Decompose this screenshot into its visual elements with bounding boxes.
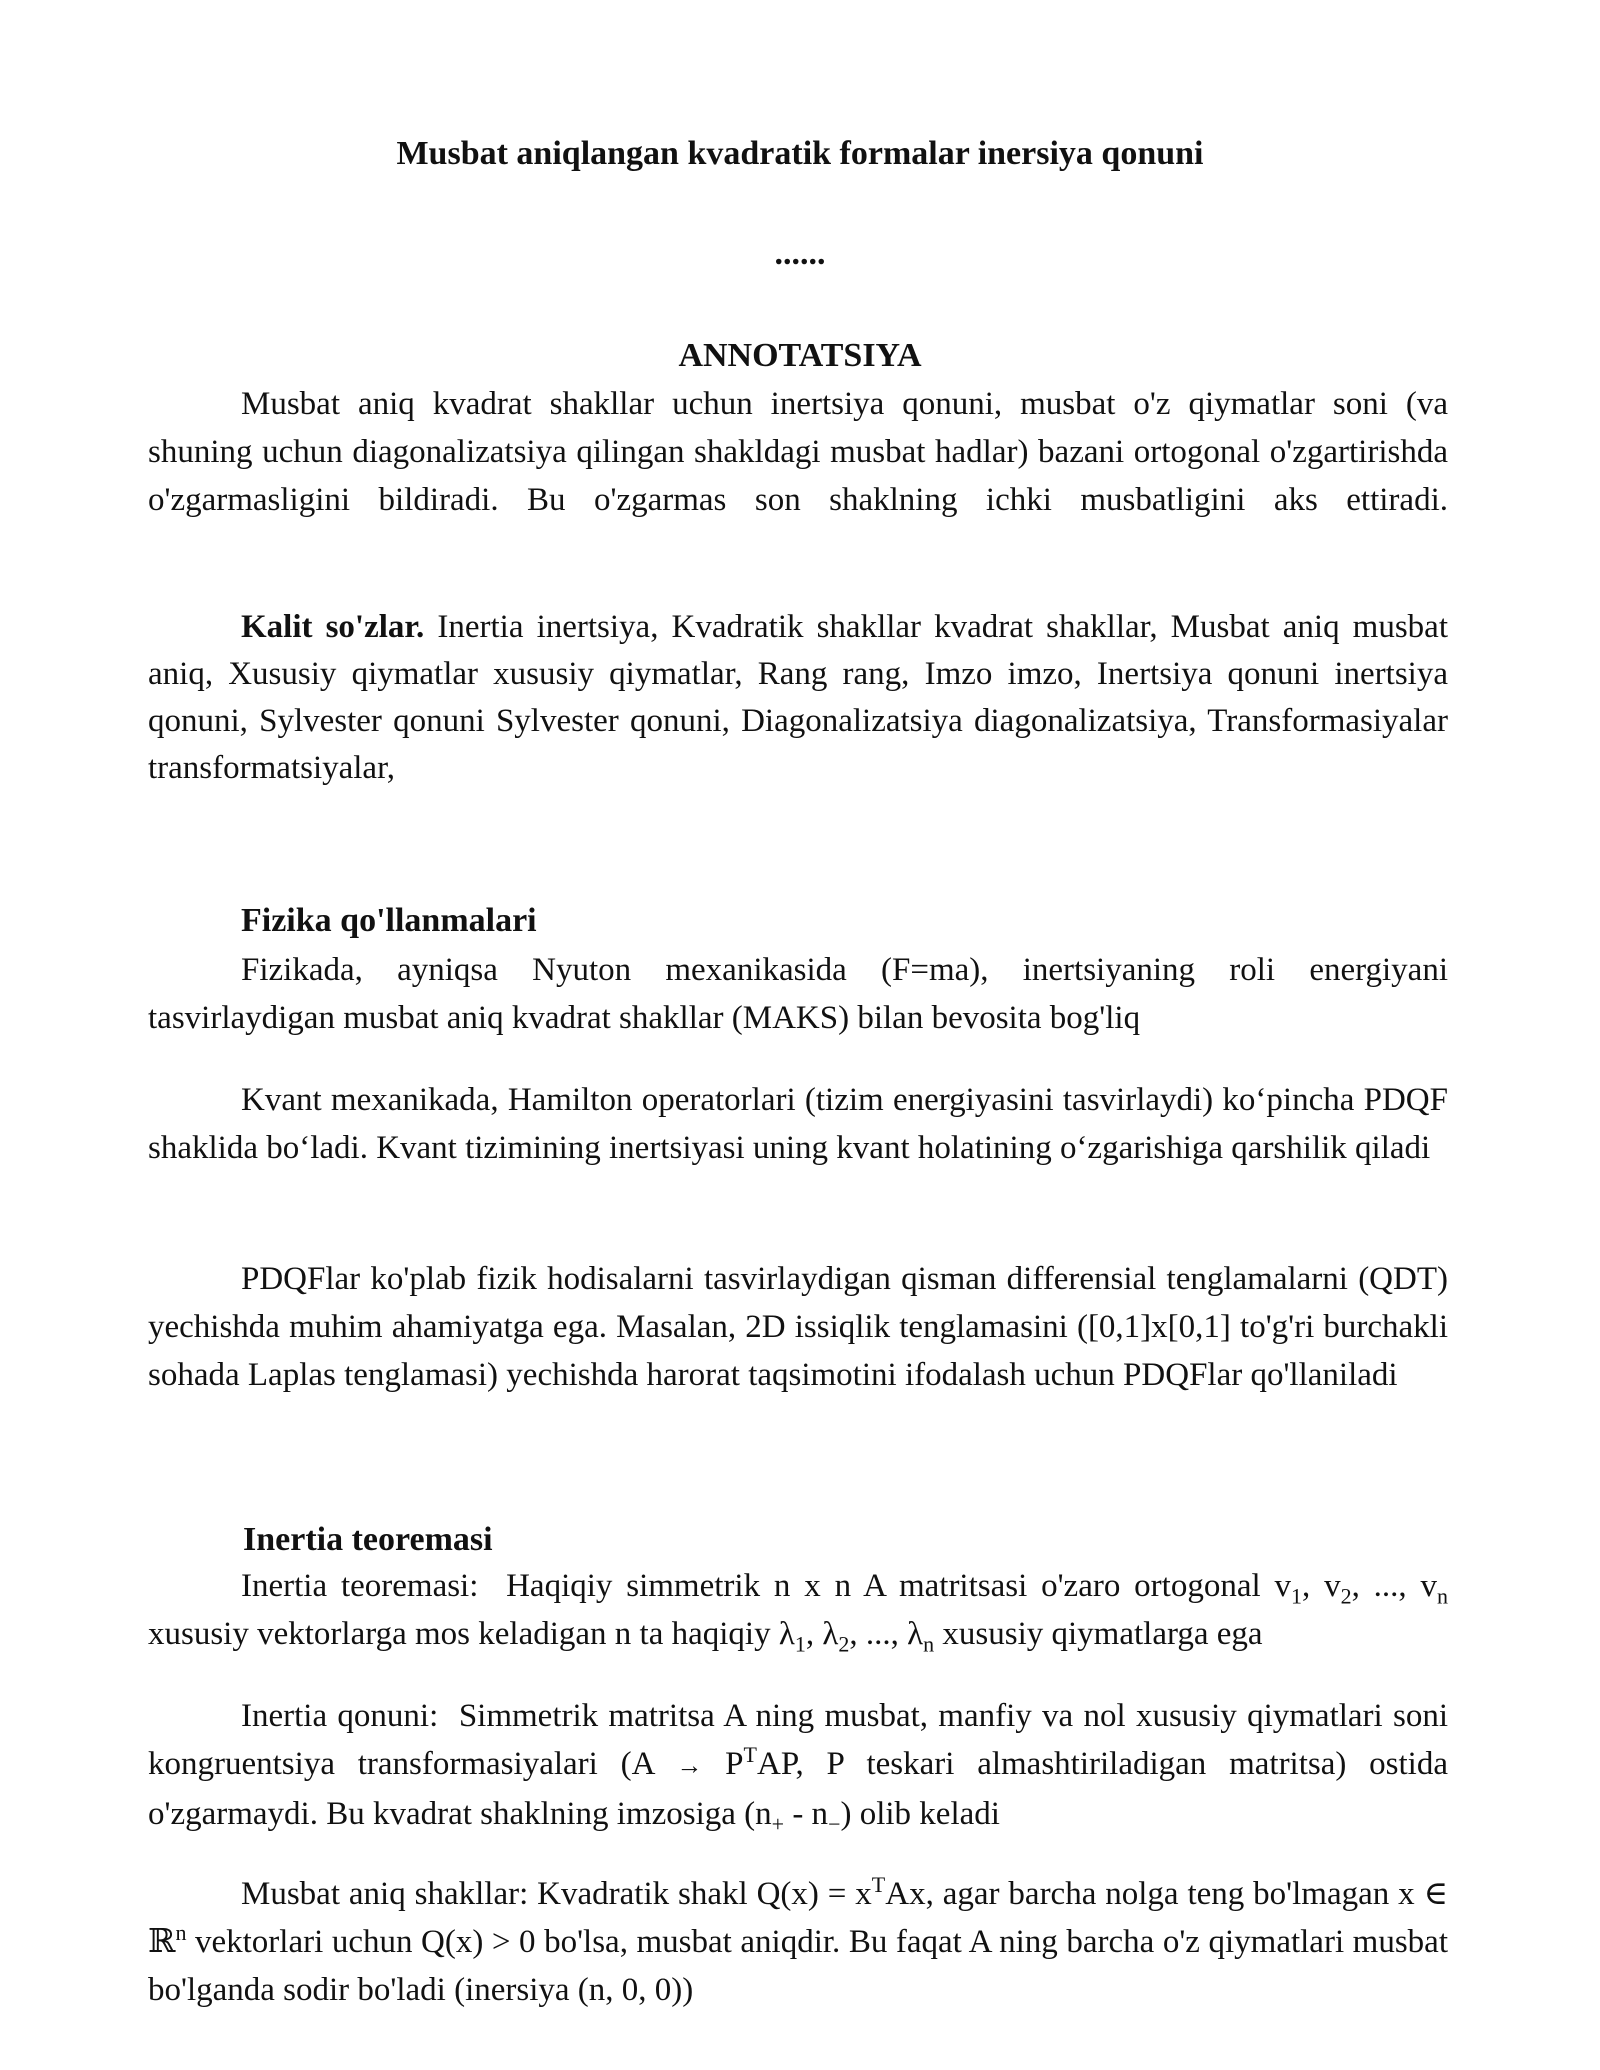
keywords-text: Inertia inertsiya, Kvadratik shakllar kvadrat shakllar, Musbat aniq musbat aniq, Xususiy qiymatlar xususiy qiymatlar, Rang rang, Imzo imzo, Inertsiya qonuni inertsiya qonuni, Sylvester qonuni Sylvester qonuni, Diagonalizatsiya diagonalizatsiya, Transformasiyalar transformatsiyalar, [148,609,1448,786]
positive-forms-label: Musbat aniq shakllar: [241,1876,529,1912]
inertia-theorem-paragraph: Inertia teoremasi: Haqiqiy simmetrik n x n A matritsasi o'zaro ortogonal $v_1$, $v_2$, ..., $v_n$ xususiy vektorlarga mos keladigan n ta haqiqiy $\lambda_1$, $\lambda_2$, ..., $\lambda_n$ xususiy qiymatlarga ega [148,1568,1449,1657]
keywords-label: Kalit so'zlar. [241,609,425,645]
arrow-symbol: → [676,1751,703,1780]
inertia-heading: Inertia teoremasi [243,1521,493,1558]
physics-heading: Fizika qo'llanmalari [241,902,537,939]
author-placeholder: ...... [774,235,826,272]
inertia-law-paragraph: Inertia qonuni: Simmetrik matritsa A ning musbat, manfiy va nol xususiy qiymatlari soni kongruentsiya transformasiyalari ($A \to P^TAP$, P teskari almashtiriladigan matritsa) ostida o'zgarmaydi. Bu kvadrat shaklning imzosiga $(n_+ - n_-)$ olib keladi [148,1698,1449,1837]
inertia-law-label: Inertia qonuni: [241,1698,439,1734]
positive-forms-paragraph: Musbat aniq shakllar: Kvadratik shakl $Q(x) = x^TAx$, agar barcha nolga teng bo'lmagan x ∈ ℝ$^n$ vektorlari uchun Q(x) > 0 bo'lsa, musbat aniqdir. Bu faqat A ning barcha o'z qiymatlari musbat bo'lganda sodir bo'ladi (inersiya (n, 0, 0)) [148,1872,1448,2008]
inertia-theorem-label: Inertia teoremasi: [241,1568,479,1604]
annotation-text: Musbat aniq kvadrat shakllar uchun inertsiya qonuni, musbat o'z qiymatlar soni (va shuning uchun diagonalizatsiya qilingan shakldagi musbat hadlar) bazani ortogonal o'zgartirishda o'zgarmasligini bildiradi. Bu o'zgarmas son shaklning ichki musbatligini aks ettiradi. [148,386,1448,518]
keywords-paragraph [148,604,1448,792]
document-title: Musbat aniqlangan kvadratik formalar inersiya qonuni [396,135,1204,172]
physics-paragraph-3: PDQFlar ko'plab fizik hodisalarni tasvirlaydigan qisman differensial tenglamalarni (QDT) yechishda muhim ahamiyatga ega. Masalan, 2D issiqlik tenglamasini ([0,1]x[0,1] to'g'ri burchakli sohada Laplas tenglamasi) yechishda harorat taqsimotini ifodalash uchun PDQFlar qo'llaniladi [148,1261,1448,1393]
physics-paragraph-2: Kvant mexanikada, Hamilton operatorlari (tizim energiyasini tasvirlaydi) ko‘pincha PDQF shaklida bo‘ladi. Kvant tizimining inertsiyasi uning kvant holatining o‘zgarishiga qarshilik qiladi [148,1082,1448,1166]
annotation-heading: ANNOTATSIYA [678,337,922,374]
physics-paragraph-1: Fizikada, ayniqsa Nyuton mexanikasida (F=ma), inertsiyaning roli energiyani tasvirlaydigan musbat aniq kvadrat shakllar (MAKS) bilan bevosita bog'liq [148,952,1448,1036]
